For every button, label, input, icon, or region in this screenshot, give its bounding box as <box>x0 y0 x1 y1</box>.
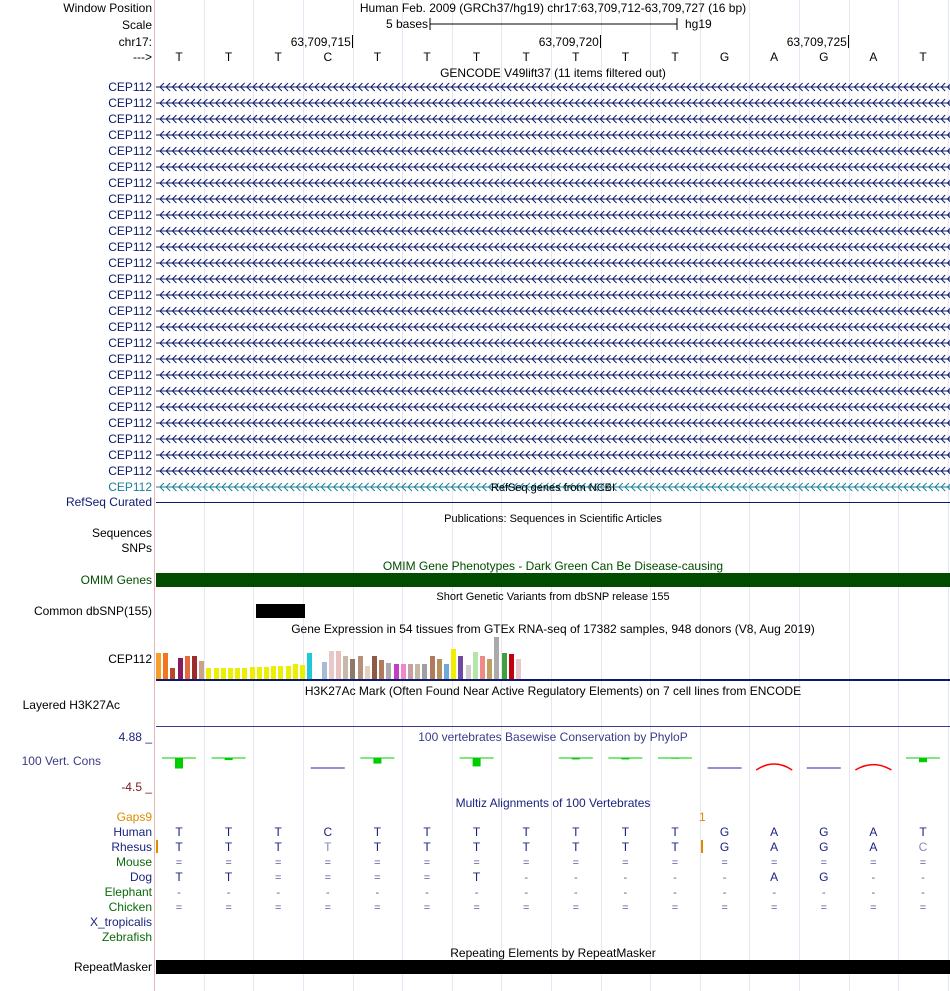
refseq-curated-label[interactable]: RefSeq Curated <box>65 495 152 509</box>
refseq-track-title[interactable]: RefSeq genes from NCBI <box>490 482 616 494</box>
gencode-gene-label[interactable]: CEP112 <box>108 240 152 254</box>
gtex-expression-bars[interactable] <box>156 636 556 680</box>
gencode-transcript-intron[interactable] <box>156 352 950 366</box>
multiz-aligned-base: T <box>423 825 431 839</box>
multiz-aligned-base: = <box>770 857 778 869</box>
multiz-species-label[interactable]: X_tropicalis <box>89 915 152 929</box>
gtex-tissue-bar[interactable] <box>350 659 355 680</box>
intron-chevrons <box>156 192 950 206</box>
multiz-species-label[interactable]: Elephant <box>104 885 152 899</box>
conservation-score-bar[interactable] <box>225 758 233 760</box>
multiz-aligned-base: G <box>819 825 829 839</box>
dna-base: T <box>572 50 580 64</box>
multiz-gap-count: 1 <box>699 810 706 824</box>
multiz-aligned-base: = <box>423 872 431 884</box>
dna-base: T <box>671 50 679 64</box>
multiz-aligned-base: = <box>721 902 728 914</box>
intron-chevrons <box>156 368 950 382</box>
gtex-tissue-bar[interactable] <box>329 651 334 680</box>
gencode-gene-label[interactable]: CEP112 <box>108 176 152 190</box>
conservation-score-bar[interactable] <box>572 758 580 759</box>
multiz-aligned-base: = <box>522 902 530 914</box>
multiz-aligned-base: T <box>175 840 183 854</box>
gencode-transcript-intron[interactable] <box>156 400 950 414</box>
conservation-score-mark[interactable] <box>855 765 891 770</box>
gencode-transcript-intron[interactable] <box>156 256 950 270</box>
gtex-tissue-bar[interactable] <box>437 659 442 681</box>
multiz-aligned-base: T <box>671 825 679 839</box>
h3k27ac-baseline <box>156 726 950 727</box>
gtex-tissue-bar[interactable] <box>271 666 276 680</box>
multiz-aligned-base: = <box>671 902 679 914</box>
intron-chevrons <box>156 352 950 366</box>
multiz-aligned-base: = <box>870 857 877 869</box>
multiz-aligned-base: - <box>623 872 628 884</box>
window-position-value: Human Feb. 2009 (GRCh37/hg19) chr17:63,709,712-63,709,727 (16 bp) <box>359 1 747 15</box>
conservation-label[interactable]: 100 Vert. Cons <box>21 754 101 768</box>
intron-chevrons <box>156 432 950 446</box>
gtex-gene-line <box>156 679 950 681</box>
gencode-gene-label[interactable]: CEP112 <box>108 336 152 350</box>
gtex-tissue-bar[interactable] <box>494 637 499 680</box>
rhesus-gap-marker <box>156 840 158 853</box>
dbsnp-track-title[interactable]: Short Genetic Variants from dbSNP release 155 <box>436 591 670 603</box>
gencode-gene-label[interactable]: CEP112 <box>108 224 152 238</box>
multiz-aligned-base: = <box>721 857 728 869</box>
multiz-aligned-base: A <box>770 825 779 839</box>
repeatmasker-label[interactable]: RepeatMasker <box>73 960 152 974</box>
multiz-aligned-base: T <box>373 840 382 854</box>
gencode-track-title[interactable]: GENCODE V49lift37 (11 items filtered out) <box>440 66 666 80</box>
gencode-transcript-intron[interactable] <box>156 432 950 446</box>
intron-chevrons <box>156 256 950 270</box>
multiz-aligned-base: T <box>175 825 183 839</box>
gencode-transcript-intron[interactable] <box>156 384 950 398</box>
repeatmasker-block[interactable] <box>156 960 950 974</box>
gencode-gene-label[interactable]: CEP112 <box>108 256 152 270</box>
gtex-tissue-bar[interactable] <box>408 664 413 680</box>
multiz-aligned-base: - <box>772 887 777 899</box>
gencode-transcript-intron[interactable] <box>156 208 950 222</box>
gencode-gene-label[interactable]: CEP112 <box>108 368 152 382</box>
multiz-aligned-base: = <box>919 857 927 869</box>
multiz-aligned-base: A <box>869 840 878 854</box>
gencode-gene-label[interactable]: CEP112 <box>108 208 152 222</box>
multiz-species-label[interactable]: Dog <box>129 870 152 884</box>
gtex-tissue-bar[interactable] <box>487 659 492 681</box>
gencode-transcript-intron[interactable] <box>156 192 950 206</box>
gtex-tissue-bar[interactable] <box>394 664 399 680</box>
gencode-transcript-intron[interactable] <box>156 160 950 174</box>
chrom-label: chr17: <box>118 35 152 49</box>
conservation-score-bar[interactable] <box>919 758 927 762</box>
multiz-aligned-base: = <box>324 902 332 914</box>
multiz-aligned-base: = <box>622 857 629 869</box>
gencode-transcript-intron[interactable] <box>156 144 950 158</box>
gencode-gene-label[interactable]: CEP112 <box>108 480 152 494</box>
multiz-aligned-base: - <box>722 872 727 884</box>
multiz-aligned-base: T <box>572 840 580 854</box>
gtex-tissue-bar[interactable] <box>199 661 204 680</box>
multiz-aligned-base: T <box>274 825 282 839</box>
multiz-aligned-base: = <box>870 902 877 914</box>
gtex-tissue-bar[interactable] <box>300 665 305 680</box>
intron-chevrons <box>156 304 950 318</box>
multiz-aligned-base: - <box>276 887 281 899</box>
gencode-gene-label[interactable]: CEP112 <box>108 320 152 334</box>
multiz-aligned-base: - <box>673 887 677 899</box>
gtex-tissue-bar[interactable] <box>178 658 183 680</box>
multiz-aligned-base: = <box>820 902 828 914</box>
multiz-aligned-base: = <box>374 857 381 869</box>
intron-chevrons <box>156 448 950 462</box>
gencode-gene-label[interactable]: CEP112 <box>108 80 152 94</box>
gtex-tissue-bar[interactable] <box>401 664 406 680</box>
omim-gene-bar[interactable] <box>156 573 950 587</box>
gtex-tissue-bar[interactable] <box>451 649 456 680</box>
gencode-gene-label[interactable]: CEP112 <box>108 304 152 318</box>
intron-chevrons <box>156 240 950 254</box>
gencode-transcript-intron[interactable] <box>156 464 950 478</box>
multiz-aligned-base: = <box>473 857 480 869</box>
multiz-aligned-base: = <box>671 857 679 869</box>
coordinate-tick-label: 63,709,720 <box>538 35 599 49</box>
multiz-aligned-base: - <box>871 887 876 899</box>
gtex-tissue-bar[interactable] <box>286 666 291 680</box>
gencode-gene-label[interactable]: CEP112 <box>108 192 152 206</box>
gencode-gene-label[interactable]: CEP112 <box>108 432 152 446</box>
window-position-label: Window Position <box>63 1 152 15</box>
gencode-gene-label[interactable]: CEP112 <box>108 272 152 286</box>
multiz-aligned-base: T <box>274 840 282 854</box>
gtex-tissue-bar[interactable] <box>444 664 449 680</box>
multiz-aligned-base: T <box>621 840 630 854</box>
intron-chevrons <box>156 176 950 190</box>
multiz-aligned-base: G <box>719 840 730 854</box>
dna-base: C <box>323 50 333 64</box>
gtex-tissue-bar[interactable] <box>466 665 471 680</box>
gencode-gene-label[interactable]: CEP112 <box>108 384 152 398</box>
dna-base: T <box>919 50 927 64</box>
multiz-aligned-base: = <box>919 902 927 914</box>
intron-chevrons <box>156 416 950 430</box>
multiz-aligned-base: T <box>373 825 382 839</box>
multiz-aligned-base: T <box>472 825 481 839</box>
multiz-aligned-base: - <box>226 887 231 899</box>
multiz-aligned-base: A <box>770 840 779 854</box>
scale-bar <box>156 16 950 32</box>
publications-sequences-label[interactable]: Sequences <box>91 526 152 540</box>
gencode-transcript-intron[interactable] <box>156 224 950 238</box>
multiz-aligned-base: - <box>325 887 330 899</box>
gtex-tissue-bar[interactable] <box>365 666 370 680</box>
multiz-aligned-base: T <box>175 870 183 884</box>
gencode-gene-label[interactable]: CEP112 <box>108 448 152 462</box>
gencode-transcript-intron[interactable] <box>156 80 950 94</box>
intron-chevrons <box>156 400 950 414</box>
repeatmasker-track-title[interactable]: Repeating Elements by RepeatMasker <box>450 946 656 960</box>
multiz-aligned-base: - <box>623 887 628 899</box>
gencode-transcript-intron[interactable] <box>156 288 950 302</box>
gencode-transcript-intron[interactable] <box>156 96 950 110</box>
multiz-aligned-base: = <box>622 902 629 914</box>
gencode-transcript-intron[interactable] <box>156 240 950 254</box>
gencode-gene-label[interactable]: CEP112 <box>108 416 152 430</box>
scale-db: hg19 <box>685 17 712 31</box>
multiz-aligned-base: T <box>224 825 233 839</box>
gtex-tissue-bar[interactable] <box>156 653 161 680</box>
publications-track-title[interactable]: Publications: Sequences in Scientific Articles <box>444 513 662 525</box>
dna-base: A <box>770 50 779 64</box>
conservation-score-mark[interactable] <box>756 764 792 770</box>
multiz-aligned-base: G <box>819 870 829 884</box>
multiz-aligned-base: T <box>621 825 630 839</box>
multiz-aligned-base: - <box>921 887 925 899</box>
gtex-gene-label[interactable]: CEP112 <box>108 652 152 666</box>
gencode-gene-label[interactable]: CEP112 <box>108 400 152 414</box>
multiz-aligned-base: = <box>274 902 282 914</box>
gencode-transcript-intron[interactable] <box>156 128 950 142</box>
multiz-aligned-base: G <box>819 840 829 854</box>
dna-base: T <box>274 50 282 64</box>
intron-chevrons <box>156 320 950 334</box>
multiz-aligned-base: - <box>673 872 677 884</box>
intron-chevrons <box>156 464 950 478</box>
multiz-aligned-base: - <box>573 872 578 884</box>
conservation-ymin-label: -4.5 _ <box>121 780 152 794</box>
multiz-aligned-base: = <box>374 872 381 884</box>
intron-chevrons <box>156 208 950 222</box>
multiz-aligned-base: = <box>324 857 332 869</box>
gencode-gene-label[interactable]: CEP112 <box>108 96 152 110</box>
gencode-gene-label[interactable]: CEP112 <box>108 112 152 126</box>
strand-label: ---> <box>133 50 152 64</box>
gtex-tissue-bar[interactable] <box>322 662 327 680</box>
conservation-plot[interactable] <box>156 748 950 788</box>
gencode-gene-label[interactable]: CEP112 <box>108 464 152 478</box>
dna-base: G <box>819 50 829 64</box>
conservation-score-bar[interactable] <box>473 758 481 766</box>
multiz-aligned-base: T <box>472 840 481 854</box>
dbsnp-label[interactable]: Common dbSNP(155) <box>33 604 152 618</box>
gencode-gene-label[interactable]: CEP112 <box>108 160 152 174</box>
intron-chevrons <box>156 336 950 350</box>
multiz-aligned-base: T <box>423 840 431 854</box>
coordinate-tick-label: 63,709,725 <box>786 35 847 49</box>
conservation-score-bar[interactable] <box>373 758 381 764</box>
dna-base: T <box>472 50 481 64</box>
gtex-tissue-bar[interactable] <box>430 656 435 680</box>
multiz-species-label[interactable]: Human <box>113 825 152 839</box>
multiz-aligned-base: T <box>522 840 530 854</box>
dna-base: T <box>373 50 382 64</box>
intron-chevrons <box>156 384 950 398</box>
multiz-aligned-base: = <box>175 857 183 869</box>
gtex-tissue-bar[interactable] <box>185 656 190 680</box>
gencode-transcript-intron[interactable] <box>156 320 950 334</box>
intron-chevrons <box>156 224 950 238</box>
gtex-track-title[interactable]: Gene Expression in 54 tissues from GTEx RNA-seq of 17382 samples, 948 donors (V8, Aug 2019) <box>291 622 815 636</box>
multiz-track-title[interactable]: Multiz Alignments of 100 Vertebrates <box>455 796 651 810</box>
gencode-gene-label[interactable]: CEP112 <box>108 144 152 158</box>
track-label-panel <box>0 0 156 991</box>
multiz-aligned-base: = <box>572 857 580 869</box>
intron-chevrons <box>156 288 950 302</box>
gencode-transcript-intron[interactable] <box>156 448 950 462</box>
dna-base: T <box>175 50 183 64</box>
multiz-aligned-base: = <box>572 902 580 914</box>
dbsnp-variant-block[interactable] <box>256 604 305 618</box>
publications-snps-label[interactable]: SNPs <box>121 541 152 555</box>
gencode-gene-label[interactable]: CEP112 <box>108 128 152 142</box>
dna-base: A <box>869 50 878 64</box>
multiz-aligned-base: = <box>274 857 282 869</box>
conservation-track-title[interactable]: 100 vertebrates Basewise Conservation by PhyloP <box>418 730 688 744</box>
multiz-aligned-base: A <box>869 825 878 839</box>
multiz-aligned-base: = <box>225 857 232 869</box>
gtex-tissue-bar[interactable] <box>278 666 283 680</box>
gtex-tissue-bar[interactable] <box>422 664 427 680</box>
gtex-tissue-bar[interactable] <box>336 651 341 680</box>
multiz-species-label[interactable]: Mouse <box>115 855 152 869</box>
multiz-aligned-base: - <box>425 887 429 899</box>
gencode-transcript-intron[interactable] <box>156 336 950 350</box>
multiz-aligned-base: = <box>175 902 183 914</box>
gencode-transcript-intron[interactable] <box>156 416 950 430</box>
h3k27ac-track-title[interactable]: H3K27Ac Mark (Often Found Near Active Regulatory Elements) on 7 cell lines from ENCODE <box>304 684 802 698</box>
multiz-aligned-base: = <box>820 857 828 869</box>
multiz-aligned-base: = <box>423 902 431 914</box>
gencode-transcript-intron[interactable] <box>156 368 950 382</box>
multiz-aligned-base: - <box>573 887 578 899</box>
multiz-aligned-base: G <box>719 825 730 839</box>
gtex-tissue-bar[interactable] <box>379 660 384 680</box>
multiz-aligned-base: - <box>177 887 181 899</box>
conservation-score-bar[interactable] <box>175 758 183 769</box>
scale-value: 5 bases <box>385 17 428 31</box>
multiz-aligned-base: T <box>572 825 580 839</box>
gencode-transcript-intron[interactable] <box>156 272 950 286</box>
multiz-aligned-base: - <box>871 872 876 884</box>
multiz-aligned-base: = <box>324 872 332 884</box>
gtex-tissue-bar[interactable] <box>458 656 463 680</box>
scale-label: Scale <box>121 18 152 32</box>
multiz-aligned-base: C <box>918 840 928 854</box>
multiz-aligned-base: = <box>423 857 431 869</box>
intron-chevrons <box>156 112 950 126</box>
intron-chevrons <box>156 144 950 158</box>
intron-chevrons <box>156 96 950 110</box>
multiz-aligned-base: = <box>770 902 778 914</box>
multiz-species-label[interactable]: Zebrafish <box>101 930 152 944</box>
dna-base: T <box>423 50 431 64</box>
gencode-gene-label[interactable]: CEP112 <box>108 288 152 302</box>
gtex-tissue-bar[interactable] <box>480 656 485 680</box>
multiz-aligned-base: = <box>522 857 530 869</box>
gtex-tissue-bar[interactable] <box>163 653 168 680</box>
multiz-aligned-base: T <box>472 870 481 884</box>
multiz-aligned-base: - <box>474 887 479 899</box>
multiz-aligned-base: T <box>224 870 233 884</box>
gtex-tissue-bar[interactable] <box>473 652 478 680</box>
multiz-aligned-base: = <box>225 902 232 914</box>
gencode-transcript-intron[interactable] <box>156 112 950 126</box>
multiz-gaps-label: Gaps9 <box>116 810 152 824</box>
multiz-aligned-base: - <box>821 887 826 899</box>
gtex-tissue-bar[interactable] <box>386 663 391 680</box>
gtex-tissue-bar[interactable] <box>415 664 420 680</box>
multiz-aligned-base: = <box>274 872 282 884</box>
omim-genes-label[interactable]: OMIM Genes <box>80 573 152 587</box>
h3k27ac-label[interactable]: Layered H3K27Ac <box>22 698 120 712</box>
gtex-tissue-bar[interactable] <box>372 656 377 680</box>
gencode-transcript-intron[interactable] <box>156 176 950 190</box>
multiz-species-label[interactable]: Chicken <box>108 900 152 914</box>
omim-track-title[interactable]: OMIM Gene Phenotypes - Dark Green Can Be Disease-causing <box>382 559 724 573</box>
dna-base: G <box>719 50 730 64</box>
multiz-aligned-base: - <box>524 872 529 884</box>
gtex-tissue-bar[interactable] <box>509 654 514 680</box>
dna-base: T <box>224 50 233 64</box>
multiz-aligned-base: - <box>921 872 925 884</box>
gtex-tissue-bar[interactable] <box>307 653 312 680</box>
multiz-aligned-base: = <box>374 902 381 914</box>
multiz-aligned-base: A <box>770 870 779 884</box>
coordinate-tick <box>600 35 601 48</box>
conservation-score-bar[interactable] <box>671 758 679 759</box>
coordinate-tick-label: 63,709,715 <box>290 35 351 49</box>
gtex-tissue-bar[interactable] <box>343 656 348 680</box>
gencode-transcript-intron[interactable] <box>156 304 950 318</box>
intron-chevrons <box>156 272 950 286</box>
dna-base: T <box>621 50 630 64</box>
gencode-gene-label[interactable]: CEP112 <box>108 352 152 366</box>
coordinate-tick <box>352 35 353 48</box>
intron-chevrons <box>156 80 950 94</box>
multiz-aligned-base: T <box>324 840 332 854</box>
dna-base: T <box>522 50 530 64</box>
multiz-aligned-base: C <box>323 825 333 839</box>
rhesus-gap-marker <box>701 840 703 853</box>
multiz-aligned-base: T <box>224 840 233 854</box>
gtex-tissue-bar[interactable] <box>358 656 363 680</box>
multiz-aligned-base: - <box>375 887 380 899</box>
multiz-aligned-base: T <box>671 840 679 854</box>
gtex-tissue-bar[interactable] <box>516 659 521 681</box>
multiz-aligned-base: = <box>473 902 480 914</box>
coordinate-tick <box>848 35 849 48</box>
track-data-panel[interactable] <box>156 0 950 991</box>
refseq-gene-line[interactable] <box>156 502 950 503</box>
conservation-ymax-label: 4.88 _ <box>118 730 152 744</box>
multiz-aligned-base: - <box>524 887 529 899</box>
intron-chevrons <box>156 128 950 142</box>
multiz-species-label[interactable]: Rhesus <box>111 840 152 854</box>
conservation-score-bar[interactable] <box>621 758 629 759</box>
gtex-tissue-bar[interactable] <box>502 653 507 680</box>
multiz-aligned-base: - <box>722 887 727 899</box>
intron-chevrons <box>156 160 950 174</box>
gtex-tissue-bar[interactable] <box>293 664 298 680</box>
multiz-aligned-base: T <box>919 825 927 839</box>
gtex-tissue-bar[interactable] <box>192 656 197 680</box>
multiz-aligned-base: T <box>522 825 530 839</box>
